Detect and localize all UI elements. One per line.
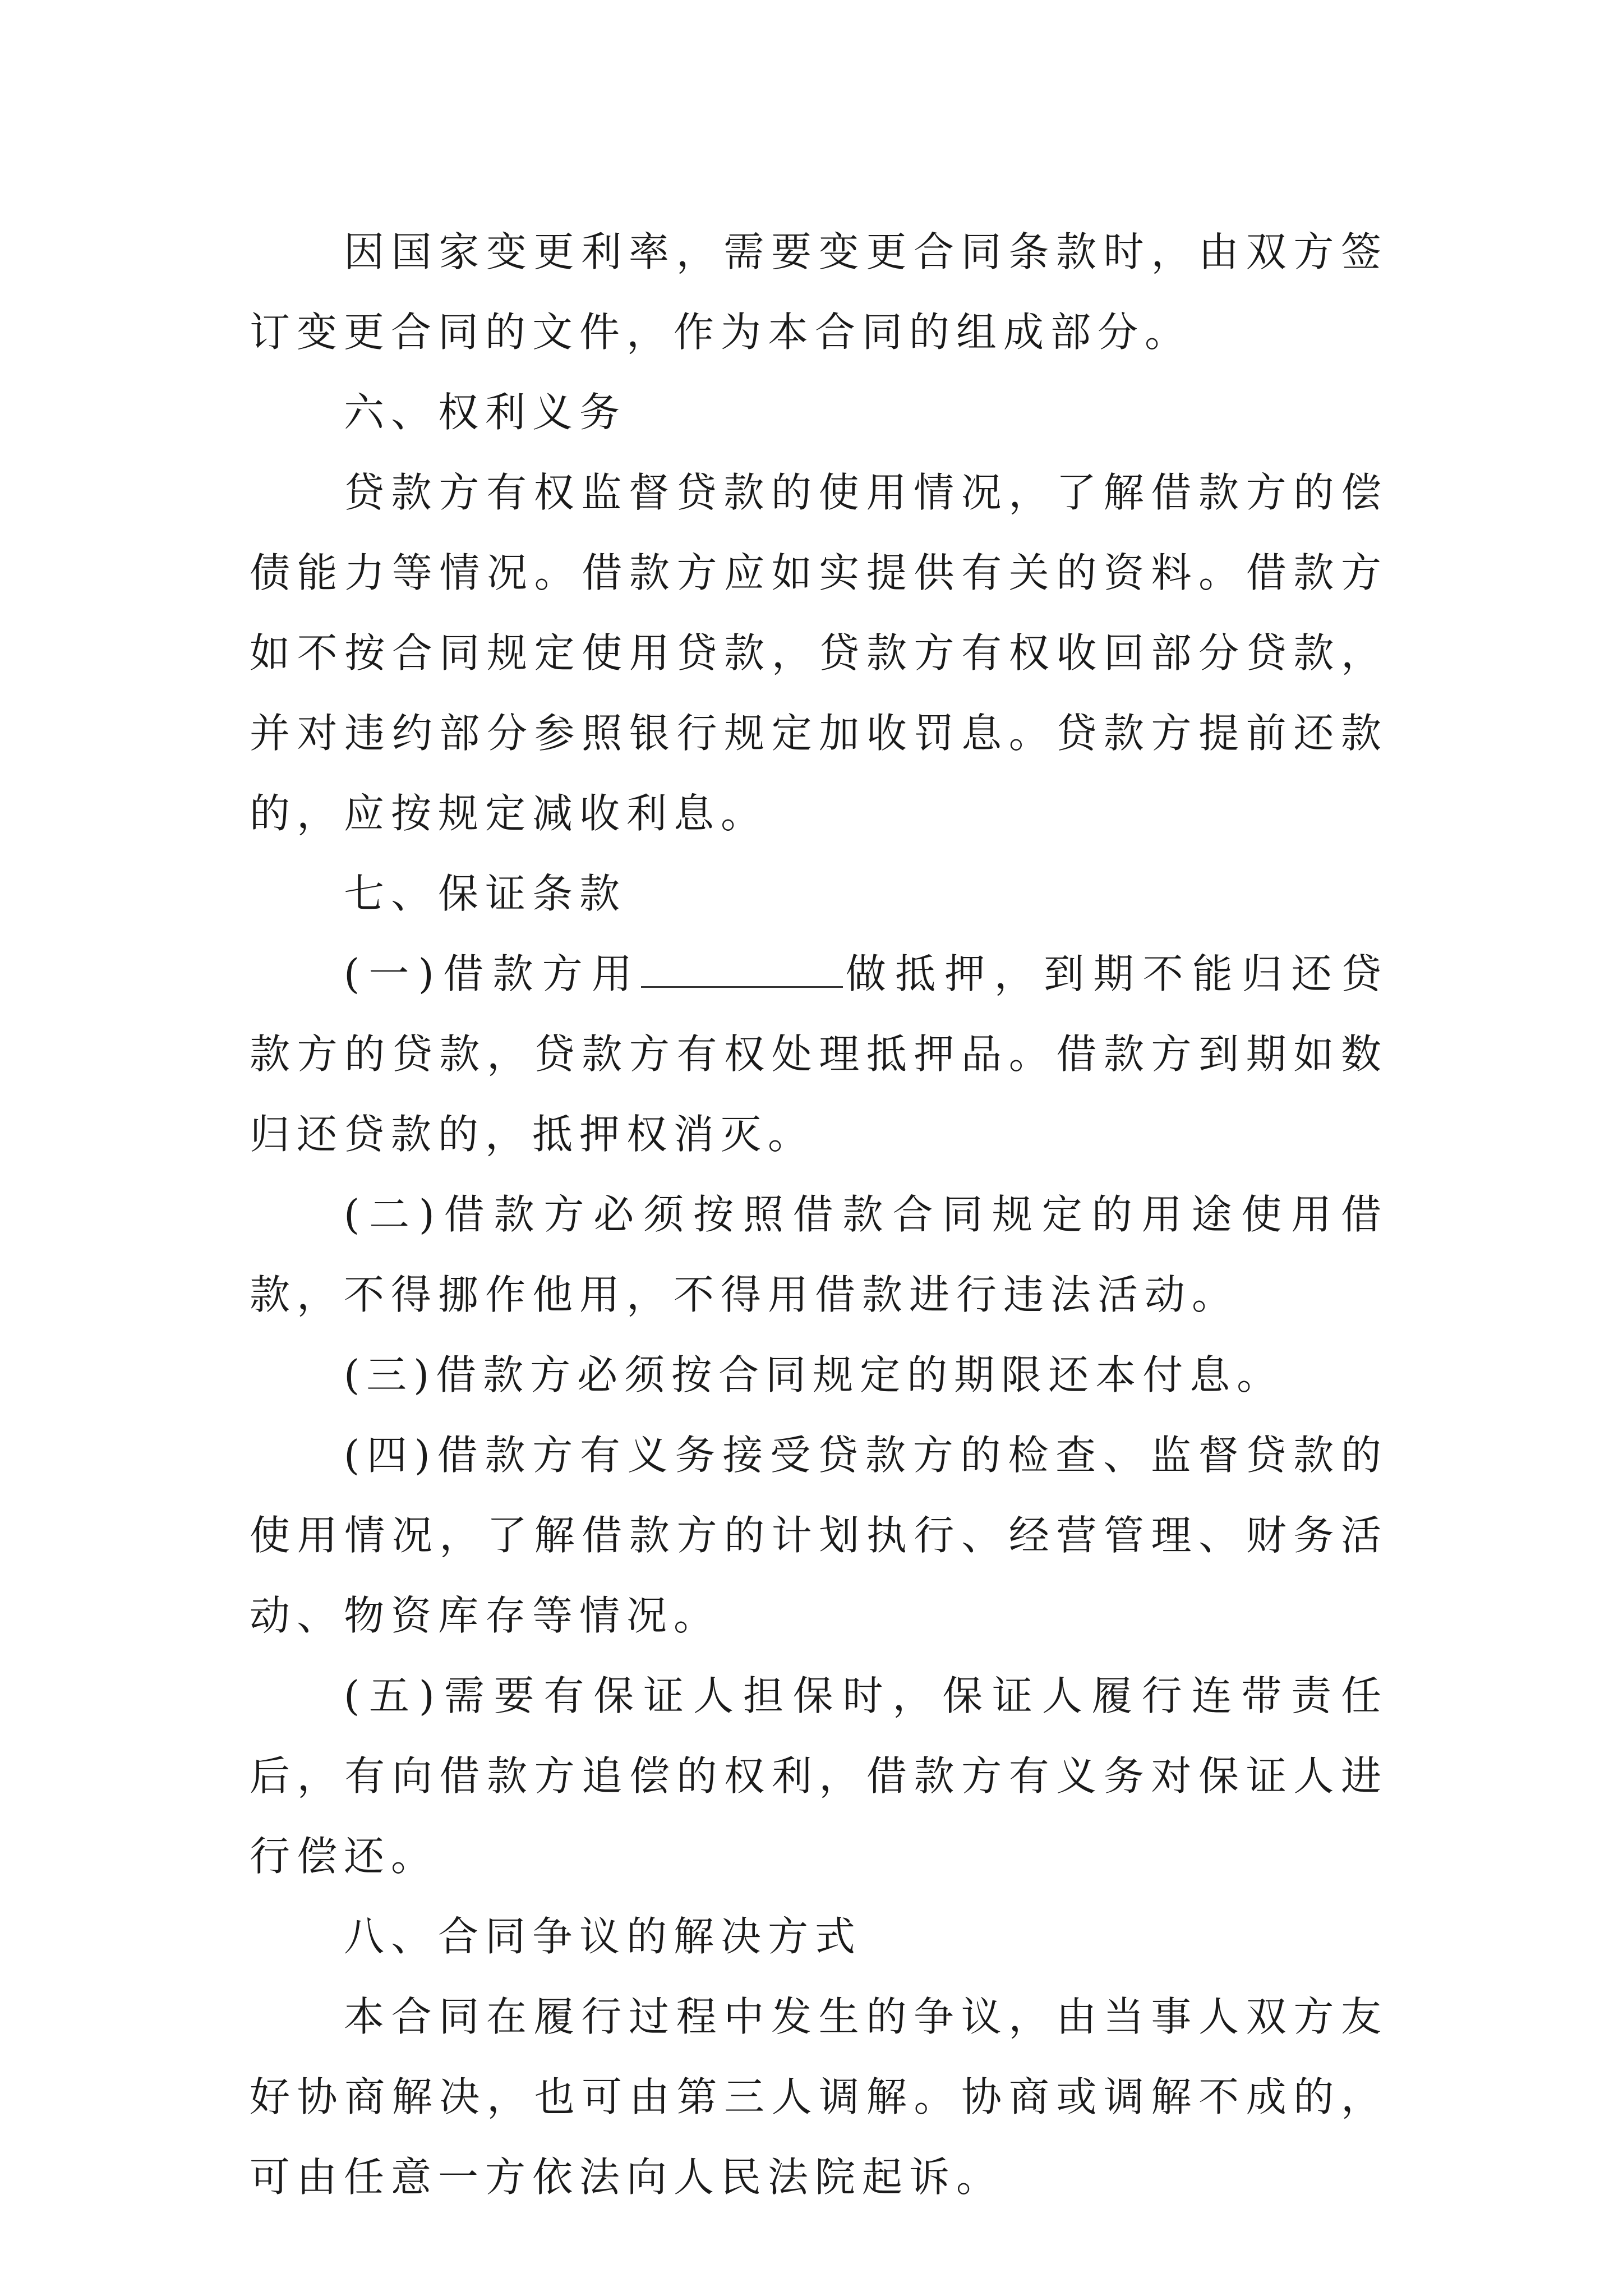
paragraph-guarantee-5: (五)需要有保证人担保时，保证人履行连带责任后，有向借款方追偿的权利，借款方有义务对保证人进行偿还。 [250, 1672, 1388, 1880]
paragraph-interest-change: 因国家变更利率，需要变更合同条款时，由双方签订变更合同的文件，作为本合同的组成部分。 [250, 228, 1388, 356]
paragraph-lender-rights: 贷款方有权监督贷款的使用情况，了解借款方的偿债能力等情况。借款方应如实提供有关的资料。借款方如不按合同规定使用贷款，贷款方有权收回部分贷款，并对违约部分参照银行规定加收罚息。贷款方提前还款的，应按规定减收利息。 [250, 469, 1388, 837]
guarantee-1-prefix: (一)借款方用 [344, 950, 642, 997]
paragraph-guarantee-1 [250, 934, 1388, 1175]
paragraph-dispute-resolution: 本合同在履行过程中发生的争议，由当事人双方友好协商解决，也可由第三人调解。协商或调解不成的，可由任意一方依法向人民法院起诉。 [250, 1993, 1388, 2201]
paragraph-guarantee-4: (四)借款方有义务接受贷款方的检查、监督贷款的使用情况，了解借款方的计划执行、经营管理、财务活动、物资库存等情况。 [250, 1432, 1388, 1639]
section-heading-dispute-resolution: 八、合同争议的解决方式 [344, 1913, 863, 1960]
document-page [250, 212, 1388, 2217]
section-heading-guarantee: 七、保证条款 [344, 870, 627, 917]
collateral-blank-line [641, 953, 843, 988]
paragraph-guarantee-2: (二)借款方必须按照借款合同规定的用途使用借款，不得挪作他用，不得用借款进行违法活动。 [250, 1191, 1388, 1318]
paragraph-guarantee-3: (三)借款方必须按合同规定的期限还本付息。 [344, 1351, 1284, 1398]
guarantee-1-rest: 做抵押，到期不能归还贷款方的贷款，贷款方有权处理抵押品。借款方到期如数归还贷款的，抵押权消灭。 [250, 950, 1388, 1158]
section-heading-rights-obligations: 六、权利义务 [344, 389, 627, 436]
